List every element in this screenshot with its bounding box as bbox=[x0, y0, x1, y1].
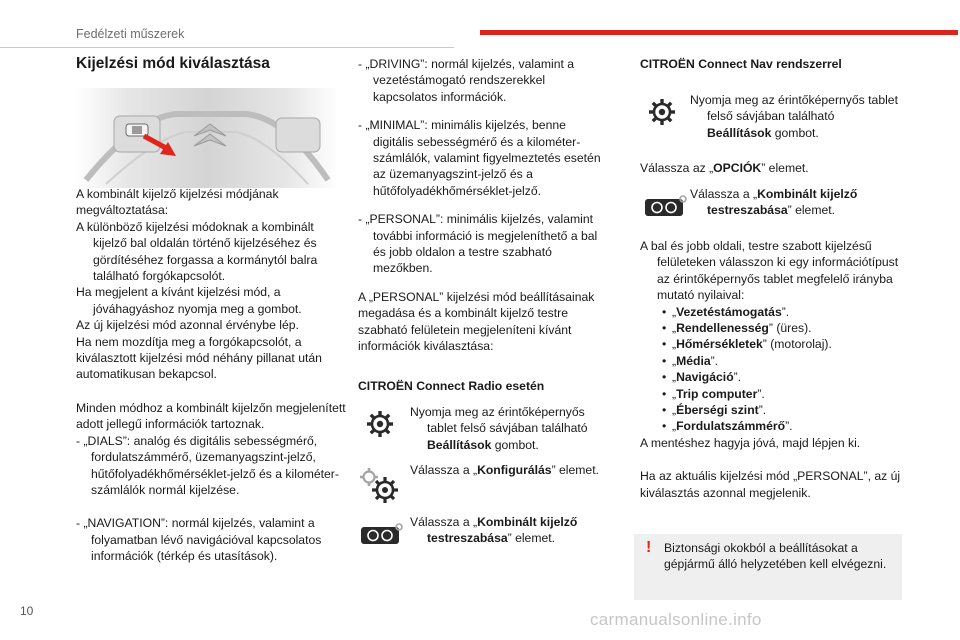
header-accent-bar bbox=[480, 30, 958, 35]
mode-text: „NAVIGATION”: normál kijelzés, valamint a folyamatban lévő navigációval kapcsolatos információk (térkép és utasítások). bbox=[83, 516, 322, 564]
option-label: Vezetéstámogatás bbox=[676, 304, 782, 319]
step-text-bold: Kombinált kijelző testreszabása bbox=[427, 515, 578, 546]
step-text-bold: Beállítások bbox=[707, 125, 772, 140]
step-text-post: ” elemet. bbox=[787, 203, 836, 218]
step-text bbox=[410, 404, 602, 453]
bullet-mark: • bbox=[662, 304, 667, 319]
bullet-mark: • bbox=[662, 386, 667, 401]
option-post: ”. bbox=[733, 370, 742, 385]
option-post: ”. bbox=[758, 403, 767, 418]
instrument-cluster-icon bbox=[360, 522, 404, 546]
step-text-post: gombot. bbox=[774, 125, 819, 140]
step-text bbox=[640, 435, 902, 451]
option-post: ” (üres). bbox=[768, 321, 812, 336]
option-pre: „ bbox=[672, 353, 677, 368]
nav-step-options bbox=[640, 160, 900, 176]
step-text bbox=[690, 186, 900, 219]
option-label: Hőmérsékletek bbox=[676, 337, 763, 352]
step-text-bold: Kombinált kijelző testreszabása bbox=[707, 187, 858, 218]
bullet-mark: • bbox=[662, 337, 667, 352]
option-pre: „ bbox=[672, 419, 677, 434]
paragraph: Minden módhoz a kombinált kijelzőn megjelenített adott jellegű információk tartoznak. bbox=[76, 400, 346, 432]
option-pre: „ bbox=[672, 403, 677, 418]
option-pre: „ bbox=[672, 321, 677, 336]
step-text-post: ” elemet. bbox=[761, 161, 809, 175]
options-list bbox=[640, 304, 902, 435]
list-item bbox=[640, 402, 902, 418]
list-item bbox=[640, 418, 902, 434]
mode-item-navigation bbox=[76, 515, 346, 564]
note-text: Az új kijelzési mód azonnal érvénybe lép. bbox=[76, 318, 299, 333]
step-text: A különböző kijelzési módoknak a kombinált kijelző bal oldalán történő kijelzéséhez és gördítéséhez forgassa a kormánytól balra található forgókapcsolót. bbox=[76, 219, 318, 284]
column-middle bbox=[358, 56, 604, 355]
option-pre: „ bbox=[672, 370, 677, 385]
mode-item-dials bbox=[76, 433, 346, 499]
step-text-pre: Nyomja meg az érintőképernyős tablet felső sávjában található bbox=[690, 93, 898, 124]
list-item bbox=[640, 336, 902, 352]
instruction-step bbox=[76, 284, 346, 317]
nav-step-fields bbox=[640, 238, 902, 501]
dash-mark: - bbox=[76, 433, 81, 448]
option-post: ”. bbox=[757, 386, 765, 401]
instrument-cluster-icon bbox=[644, 194, 688, 218]
option-label: Média bbox=[676, 353, 711, 368]
mode-text: „MINIMAL”: minimális kijelzés, benne digitális sebességmérő és a kilométer-számlálók, valamint figyelmeztetés esetén az üzemanyagszint-jelző és a hűtőfolyadékhőmérséklet-jelző. bbox=[365, 118, 601, 198]
step-text bbox=[640, 160, 900, 176]
step-text-pre: Válassza a „ bbox=[690, 187, 758, 201]
section-label: Fedélzeti műszerek bbox=[76, 27, 185, 41]
step-text-pre: Válassza a „ bbox=[410, 463, 478, 477]
page-number: 10 bbox=[20, 604, 34, 618]
column-left bbox=[76, 56, 346, 72]
radio-step-settings bbox=[410, 404, 602, 453]
radio-heading: CITROËN Connect Radio esetén bbox=[358, 379, 545, 393]
step-text-bold: OPCIÓK bbox=[713, 161, 762, 175]
list-item bbox=[640, 353, 902, 369]
bullet-mark: • bbox=[662, 419, 667, 434]
radio-step-cluster bbox=[410, 514, 602, 547]
bullet-mark: • bbox=[662, 370, 667, 385]
mode-text: „DRIVING”: normál kijelzés, valamint a vezetéstámogató rendszerekkel kapcsolatos információk. bbox=[365, 57, 575, 104]
step-text bbox=[690, 92, 900, 141]
steering-wheel-illustration bbox=[76, 88, 338, 188]
paragraph: A „PERSONAL” kijelzési mód beállításainak megadása és a kombinált kijelző testre szabható felületein megjeleníteni kívánt információk kiválasztása: bbox=[358, 289, 595, 354]
page-title: Kijelzési mód kiválasztása bbox=[76, 55, 270, 72]
column-left-body bbox=[76, 186, 346, 565]
step-text-bold: Konfigurálás bbox=[477, 463, 552, 477]
nav-step-cluster bbox=[690, 186, 900, 219]
intro-text: A kombinált kijelző kijelzési módjának megváltoztatása: bbox=[76, 187, 279, 218]
option-label: Trip computer bbox=[676, 386, 758, 401]
step-text-pre: Válassza a „ bbox=[410, 515, 478, 529]
option-label: Navigáció bbox=[676, 370, 734, 385]
option-label: Éberségi szint bbox=[676, 403, 759, 418]
warning-icon: ! bbox=[646, 539, 652, 556]
safety-warning bbox=[634, 534, 902, 600]
dash-mark: - bbox=[358, 118, 363, 133]
dash-mark: - bbox=[358, 212, 363, 227]
step-text bbox=[410, 514, 602, 547]
option-pre: „ bbox=[672, 337, 677, 352]
list-item bbox=[640, 386, 902, 402]
option-label: Fordulatszámmérő bbox=[676, 419, 786, 434]
step-text-post: gombot. bbox=[494, 437, 539, 452]
option-post: ”. bbox=[710, 353, 719, 368]
dash-mark: - bbox=[76, 516, 81, 531]
step-text bbox=[410, 462, 602, 478]
note-text: Ha nem mozdítja meg a forgókapcsolót, a kiválasztott kijelzési mód néhány pillanat után automatikusan bekapcsol. bbox=[76, 334, 322, 382]
step-text-body: A bal és jobb oldali, testre szabott kijelzésű felületeken válasszon ki egy információtípust az érintőképernyős tablet megfelelő irányba mutató nyilaival: bbox=[640, 239, 899, 303]
step-text-post: ” elemet. bbox=[507, 531, 556, 546]
nav-heading: CITROËN Connect Nav rendszerrel bbox=[640, 57, 842, 71]
list-item bbox=[640, 304, 902, 320]
warning-text: Biztonsági okokból a beállításokat a gépjármű álló helyzetében kell elvégezni. bbox=[664, 541, 887, 572]
mode-item-driving bbox=[358, 56, 604, 105]
list-item bbox=[640, 320, 902, 336]
list-item bbox=[640, 369, 902, 385]
step-text-bold: Beállítások bbox=[427, 437, 492, 452]
step-text bbox=[640, 238, 902, 304]
instruction-step bbox=[76, 219, 346, 285]
final-note: Ha az aktuális kijelzési mód „PERSONAL”, az új kiválasztás azonnal megjelenik. bbox=[640, 469, 901, 500]
option-pre: „ bbox=[672, 386, 677, 401]
option-post: ”. bbox=[781, 304, 790, 319]
mode-item-personal bbox=[358, 211, 604, 277]
option-post: ”. bbox=[785, 419, 793, 434]
dash-mark: - bbox=[358, 57, 363, 71]
step-text: Ha megjelent a kívánt kijelzési mód, a jóváhagyáshoz nyomja meg a gombot. bbox=[76, 285, 302, 316]
step-text-pre: Válassza az „ bbox=[640, 161, 714, 175]
nav-step-settings bbox=[690, 92, 900, 141]
radio-step-configuration bbox=[410, 462, 602, 478]
mode-text: „PERSONAL”: minimális kijelzés, valamint további információ is megjeleníthető a bal és jobb oldalon a testre szabható mezőkben. bbox=[365, 212, 598, 276]
gear-icon bbox=[366, 410, 394, 438]
step-text-pre: Nyomja meg az érintőképernyős tablet felső sávjában található bbox=[410, 405, 588, 436]
mode-item-minimal bbox=[358, 117, 604, 199]
bullet-mark: • bbox=[662, 321, 667, 336]
gear-icon bbox=[648, 98, 676, 126]
double-gear-icon bbox=[358, 466, 402, 506]
option-post: ” (motorolaj). bbox=[762, 337, 832, 352]
option-label: Rendellenesség bbox=[676, 321, 769, 336]
option-pre: „ bbox=[672, 304, 677, 319]
watermark: carmanualsonline.info bbox=[590, 610, 762, 629]
bullet-mark: • bbox=[662, 353, 667, 368]
header-rule bbox=[0, 47, 454, 48]
step-text-post: ” elemet. bbox=[551, 463, 599, 477]
mode-text: „DIALS”: analóg és digitális sebességmérő, fordulatszámmérő, üzemanyagszint-jelző, hűtőfolyadékhőmérséklet-jelző és a kilométer-számlálók normál kijelzése. bbox=[83, 433, 339, 497]
bullet-mark: • bbox=[662, 403, 667, 418]
step-text-body: A mentéshez hagyja jóvá, majd lépjen ki. bbox=[640, 435, 861, 450]
